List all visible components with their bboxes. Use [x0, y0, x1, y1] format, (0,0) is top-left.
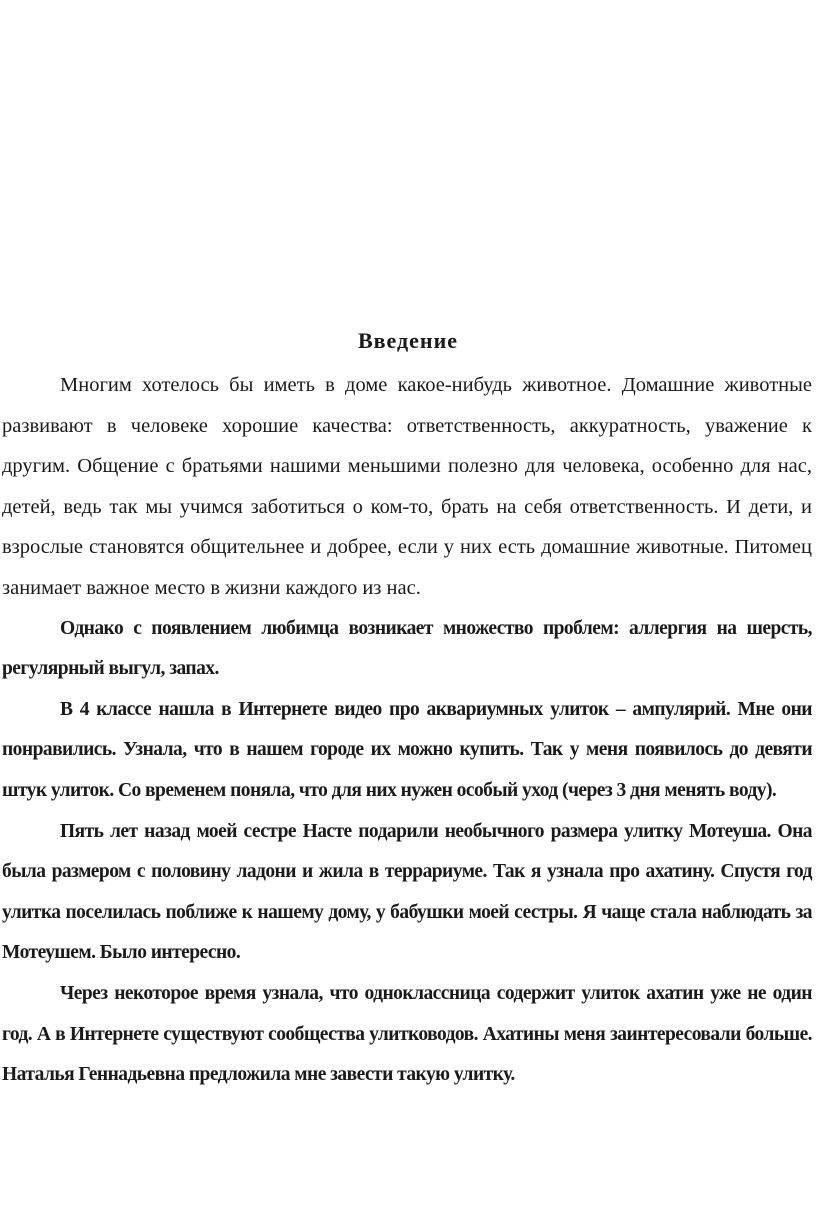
paragraph-intro: Многим хотелось бы иметь в доме какое-нибудь животное. Домашние животные развивают в человеке хорошие качества: ответственность, аккуратность, уважение к другим. Общение с братьями нашими меньшими полезно для человека, особенно для нас, детей, ведь так мы учимся заботиться о ком-то, брать на себя ответственность. И дети, и взрослые становятся общительнее и добрее, если у них есть домашние животные. Питомец занимает важное место в жизни каждого из нас.: [2, 374, 812, 599]
page-title: Введение: [357, 328, 459, 353]
paragraph-problems: Однако с появлением любимца возникает множество проблем: аллергия на шерсть, регулярный выгул, запах.: [2, 617, 812, 680]
paragraph-ampullaria: В 4 классе нашла в Интернете видео про аквариумных улиток – ампулярий. Мне они понравились. Узнала, что в нашем городе их можно купить. Так у меня появилось до девяти штук улиток. Со временем поняла, что для них нужен особый уход (через 3 дня менять воду).: [2, 698, 812, 801]
document-body: [2, 365, 812, 1096]
paragraph-achatina: Через некоторое время узнала, что одноклассница содержит улиток ахатин уже не один год. А в Интернете существуют сообщества улитководов. Ахатины меня заинтересовали больше. Наталья Геннадьевна предложила мне завести такую улитку.: [2, 982, 812, 1086]
paragraph-moteusha: Пять лет назад моей сестре Насте подарили необычного размера улитку Мотеуша. Она была размером с половину ладони и жила в террариуме. Так я узнала про ахатину. Спустя год улитка поселилась поближе к нашему дому, у бабушки моей сестры. Я чаще стала наблюдать за Мотеушем. Было интересно.: [2, 820, 812, 964]
